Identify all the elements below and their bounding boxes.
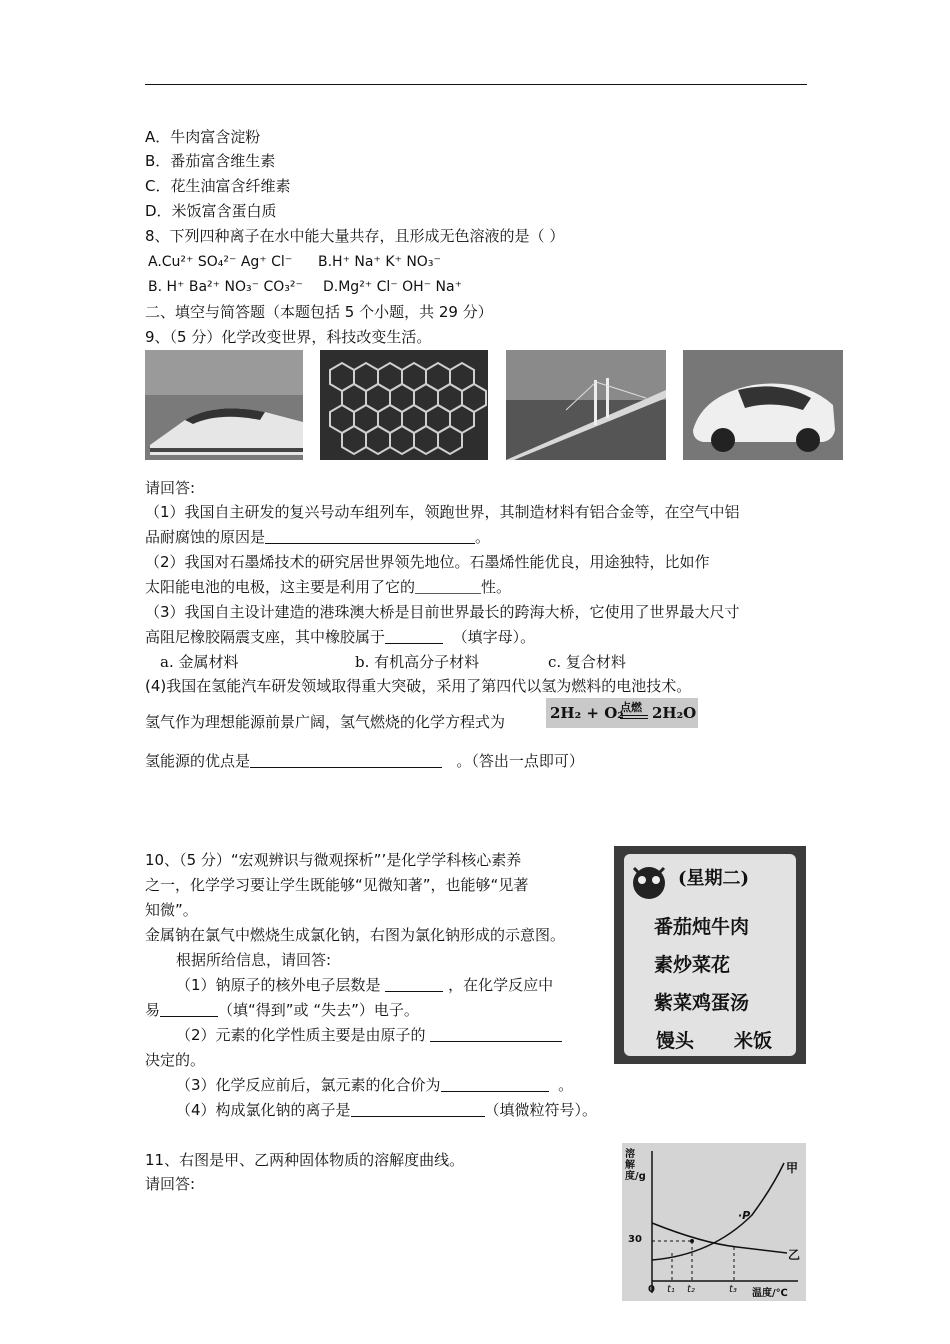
q10-part3-answer-blank[interactable]: [441, 1077, 549, 1092]
q9-part1-line2: [145, 527, 490, 547]
equation-reactants: 2H₂ + O₂: [550, 704, 624, 722]
q10-line1: 10、（5 分）“宏观辨识与微观探析”’是化学学科核心素养: [145, 851, 522, 869]
option-b: B．番茄富含维生素: [145, 152, 276, 170]
equation-product: 2H₂O: [652, 704, 697, 722]
curve-jia: [652, 1163, 784, 1260]
q9-advantage-text: 氢能源的优点是: [145, 752, 251, 770]
car-image: [683, 350, 843, 460]
q10-part4-end: （填微粒符号）。: [484, 1101, 598, 1119]
q9-part2-end: 性。: [481, 578, 512, 596]
q11-prompt: 请回答:: [145, 1175, 196, 1193]
graph-ylabel: 溶解度/g: [625, 1149, 646, 1182]
photo-bullet-train: [145, 350, 303, 460]
q10-part1-line2: [145, 1000, 419, 1020]
q9-advantage-answer-blank[interactable]: [250, 753, 442, 768]
curve-yi: [652, 1223, 787, 1253]
q9-prompt: 请回答:: [145, 479, 196, 497]
q10-part2-text: （2）元素的化学性质主要是由原子的: [176, 1026, 426, 1044]
graph-y30: 30: [628, 1234, 642, 1245]
q10-part3-end: 。: [558, 1076, 574, 1094]
q9-stem: 9、（5 分）化学改变世界，科技改变生活。: [145, 328, 432, 346]
graph-xlabel: 温度/℃: [752, 1288, 788, 1299]
q9-part1-text: 品耐腐蚀的原因是: [145, 528, 266, 546]
train-image: [145, 350, 303, 460]
menu-item-1: 番茄炖牛肉: [654, 916, 750, 938]
solubility-curves: [622, 1143, 806, 1301]
q9-part2-line1: （2）我国对石墨烯技术的研究居世界领先地位。石墨烯性能优良，用途独特，比如作: [145, 553, 710, 571]
q9-part1-line1: （1）我国自主研发的复兴号动车组列车，领跑世界，其制造材料有铝合金等，在空气中铝: [145, 503, 740, 521]
graph-label-jia: 甲: [786, 1161, 799, 1175]
graph-origin: 0: [648, 1284, 655, 1295]
menu-item-4a: 馒头: [656, 1030, 695, 1052]
header-rule: [145, 84, 807, 85]
photo-bridge: [506, 350, 666, 460]
graph-label-yi: 乙: [788, 1248, 801, 1262]
q9-option-c: c. 复合材料: [548, 653, 626, 671]
q10-part1b-answer-blank[interactable]: [160, 1002, 218, 1017]
q8-option-d: D.Mg²⁺ Cl⁻ OH⁻ Na⁺: [323, 279, 462, 295]
q9-part3-end: （填字母）。: [452, 628, 536, 646]
hydrogen-equation: [546, 698, 698, 728]
q10-part2-answer-blank[interactable]: [430, 1027, 562, 1042]
q10-part4-text: （4）构成氯化钠的离子是: [176, 1101, 351, 1119]
graph-t2: t₂: [687, 1284, 695, 1295]
cartoon-mascot-icon: [626, 858, 672, 904]
q10-part1-text: （1）钠原子的核外电子层数是: [176, 976, 381, 994]
bridge-image: [506, 350, 666, 460]
q10-part1-text3: 易: [145, 1001, 161, 1019]
q10-part2-line2: 决定的。: [145, 1051, 206, 1069]
graph-point-p: ·P: [738, 1209, 751, 1222]
equation-arrow: [620, 715, 648, 719]
menu-item-2: 素炒菜花: [654, 954, 731, 976]
option-c: C．花生油富含纤维素: [145, 177, 291, 195]
q10-part4-answer-blank[interactable]: [351, 1102, 485, 1117]
q8-option-a: A.Cu²⁺ SO₄²⁻ Ag⁺ Cl⁻: [148, 254, 293, 270]
q9-part3-text: 高阻尼橡胶隔震支座，其中橡胶属于: [145, 628, 386, 646]
graph-t3: t₃: [729, 1284, 737, 1295]
q10-prompt: 根据所给信息，请回答:: [176, 951, 332, 969]
q10-part3-text: （3）化学反应前后，氯元素的化合价为: [176, 1076, 441, 1094]
q9-part1-end: 。: [475, 528, 491, 546]
q10-part1-line1: [176, 975, 553, 995]
q8-option-b: B.H⁺ Na⁺ K⁺ NO₃⁻: [318, 254, 441, 270]
q9-advantage-end: 。（答出一点即可）: [456, 752, 584, 770]
q9-part3-line2: [145, 627, 535, 647]
menu-item-4b: 米饭: [734, 1030, 773, 1052]
q9-part4: (4)我国在氢能汽车研发领域取得重大突破，采用了第四代以氢为燃料的电池技术。: [145, 677, 692, 695]
q8-stem: 8、下列四种离子在水中能大量共存，且形成无色溶液的是（ ）: [145, 227, 565, 245]
intersection-point: [690, 1239, 694, 1243]
q9-part2-line2: [145, 577, 511, 597]
q10-part4: [176, 1100, 597, 1120]
option-d: D．米饭富含蛋白质: [145, 202, 277, 220]
q9-part2-answer-blank[interactable]: [415, 579, 481, 594]
q10-line4: 金属钠在氯气中燃烧生成氯化钠，右图为氯化钠形成的示意图。: [145, 926, 566, 944]
menu-card-photo: [614, 846, 806, 1064]
q9-part4-advantage: [145, 751, 584, 771]
option-a: A．牛肉富含淀粉: [145, 128, 261, 146]
graphene-image: [320, 350, 488, 460]
q8-option-c: B. H⁺ Ba²⁺ NO₃⁻ CO₃²⁻: [148, 279, 303, 295]
q9-option-a: a. 金属材料: [160, 653, 239, 671]
q10-part3: [176, 1075, 573, 1095]
q9-part2-text: 太阳能电池的电极，这主要是利用了它的: [145, 578, 416, 596]
section-2-heading: 二、填空与简答题（本题包括 5 个小题，共 29 分）: [145, 303, 493, 321]
q9-part1-answer-blank[interactable]: [265, 529, 475, 544]
photo-graphene: [320, 350, 488, 460]
solubility-graph: [622, 1143, 806, 1301]
q9-part3-answer-blank[interactable]: [385, 629, 443, 644]
menu-day: (星期二): [678, 868, 750, 889]
q9-part3-line1: （3）我国自主设计建造的港珠澳大桥是目前世界最长的跨海大桥，它使用了世界最大尺寸: [145, 603, 740, 621]
q10-line3: 知微”。: [145, 901, 198, 919]
graph-t1: t₁: [667, 1284, 675, 1295]
photo-hydrogen-car: [683, 350, 843, 460]
q10-part1-text2: ，在化学反应中: [448, 976, 554, 994]
q9-option-b: b. 有机高分子材料: [355, 653, 480, 671]
q10-part1-text4: （填“得到”或 “失去”）电子。: [218, 1001, 419, 1019]
q9-equation-intro: 氢气作为理想能源前景广阔，氢气燃烧的化学方程式为: [145, 713, 506, 731]
q10-part2-line1: [176, 1025, 562, 1045]
q10-line2: 之一，化学学习要让学生既能够“见微知著”，也能够“见著: [145, 876, 529, 894]
equation-condition: 点燃: [620, 701, 642, 714]
menu-item-3: 紫菜鸡蛋汤: [654, 992, 750, 1014]
q10-part1-answer-blank[interactable]: [385, 977, 443, 992]
q11-stem: 11、右图是甲、乙两种固体物质的溶解度曲线。: [145, 1151, 465, 1169]
